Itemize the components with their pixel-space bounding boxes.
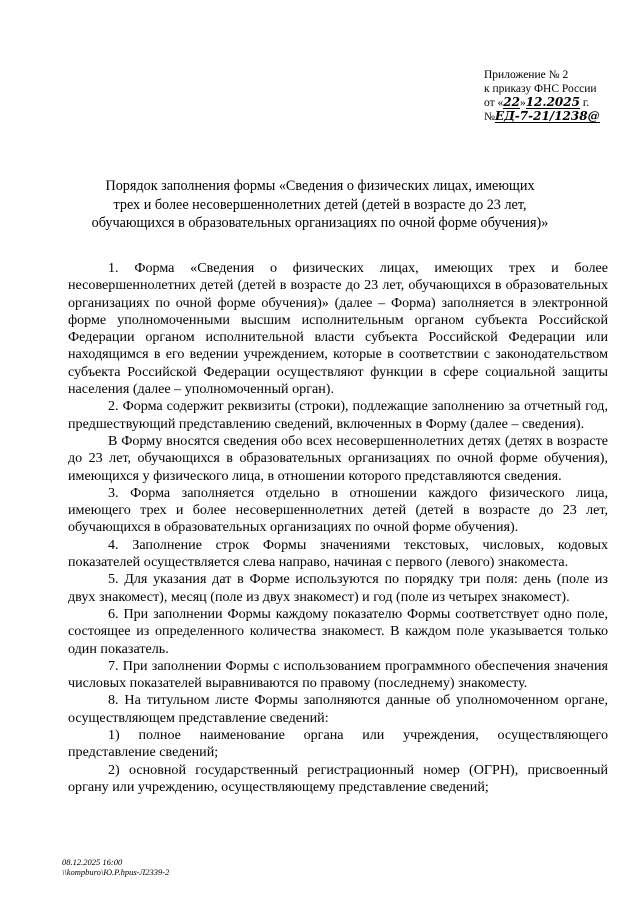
date-mid: » [519, 97, 526, 109]
paragraph-4: 4. Заполнение строк Формы значениями текстовых, числовых, кодовых показателей осуществляется слева направо, начиная с первого (левого) знакоместа. [68, 536, 608, 571]
order-number-handwritten: ЕД-7-21/1238@ [494, 109, 600, 123]
footer-timestamp: 08.12.2025 16:00 [62, 857, 123, 867]
paragraph-1: 1. Форма «Сведения о физических лицах, имеющих трех и более несовершеннолетних детей (детей в возрасте до 23 лет, обучающихся в образовательных организациях по очной форме обучения)» (далее – Форма) заполняется в электронной форме уполномоченными высшим исполнительным органом субъекта Российской Федерации органом исполнительной власти субъекта Российской Федерации или находящимся в его ведении учреждением, которые в соответствии с законодательством субъекта Российской Федерации осуществляют функции в сфере социальной защиты населения (далее – уполномоченный орган). [68, 260, 608, 398]
paragraph-3: 3. Форма заполняется отдельно в отношении каждого физического лица, имеющего трех и более несовершеннолетних детей (детей в возрасте до 23 лет, обучающихся в образовательных организациях по очной форме обучения). [68, 484, 608, 536]
title-line: обучающихся в образовательных организациях по очной форме обучения)» [91, 215, 549, 231]
date-day-handwritten: 22 [503, 95, 520, 109]
document-body [68, 260, 608, 796]
paragraph-5: 5. Для указания дат в Форме используются по порядку три поля: день (поле из двух знакомест), месяц (поле из двух знакомест) и год (поле из четырех знакомест). [68, 571, 608, 605]
number-prefix: № [484, 111, 495, 123]
paragraph-6: 6. При заполнении Формы каждому показателю Формы соответствует одно поле, состоящее из определенного количества знакомест. В каждом поле указывается только один показатель. [68, 605, 608, 657]
paragraph-2: 2. Форма содержит реквизиты (строки), подлежащие заполнению за отчетный год, предшествующий представлению сведений, включенных в Форму (далее – сведения). [68, 398, 608, 432]
attachment-header [484, 68, 614, 124]
document-title [80, 177, 560, 233]
paragraph-8-item-1: 1) полное наименование органа или учреждения, осуществляющего представление сведений; [68, 727, 608, 761]
attachment-number: Приложение № 2 [484, 69, 569, 81]
paragraph-8-item-2: 2) основной государственный регистрационный номер (ОГРН), присвоенный органу или учреждению, осуществляющему представление сведений; [68, 761, 608, 795]
document-footer [62, 857, 169, 877]
date-suffix: г. [579, 97, 590, 109]
date-prefix: от « [484, 97, 504, 109]
title-line: Порядок заполнения формы «Сведения о физических лицах, имеющих [105, 178, 535, 194]
attachment-order-number [484, 110, 614, 124]
paragraph-7: 7. При заполнении Формы с использованием программного обеспечения значения числовых показателей выравниваются по правому (последнему) знакоместу. [68, 657, 608, 692]
date-month-year-handwritten: 12.2025 [525, 95, 580, 109]
attachment-date [484, 96, 614, 110]
attachment-order: к приказу ФНС России [484, 83, 597, 95]
paragraph-8: 8. На титульном листе Формы заполняются данные об уполномоченном органе, осуществляющем представление сведений: [68, 692, 608, 726]
title-line: трех и более несовершеннолетних детей (детей в возрасте до 23 лет, [113, 196, 527, 213]
footer-file-path: \\kompburo\Ю.Р.hpus-Л2339-2 [62, 867, 170, 877]
paragraph-2-continued: В Форму вносятся сведения обо всех несовершеннолетних детях (детях в возрасте до 23 лет, обучающихся в образовательных организациях по очной форме обучения), имеющихся у физического лица, в отношении которого представляются сведения. [68, 432, 608, 484]
